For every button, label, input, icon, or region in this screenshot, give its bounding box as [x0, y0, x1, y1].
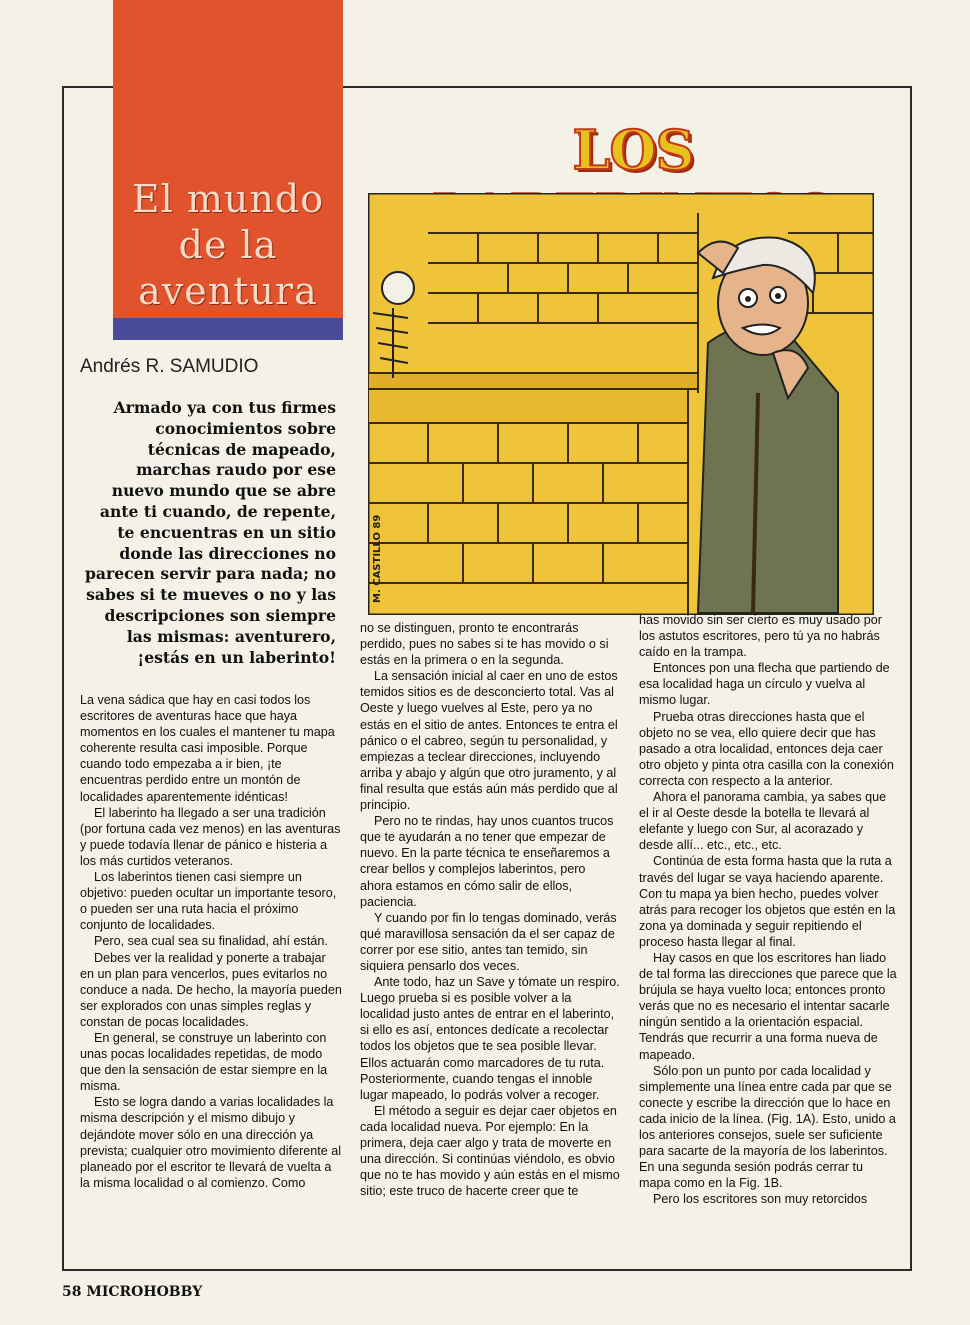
section-title: El mundo de la aventura	[131, 177, 325, 313]
page-footer: 58 MICROHOBBY	[62, 1284, 203, 1300]
paragraph: La sensación inicial al caer en uno de estos temidos sitios es de desconcierto total. Vas al Oeste y luego vuelves al Este, pero ya no estás en el sitio de antes. Entonces te entra el pánico o el cabreo, según tu personalidad, y empiezas a teclear direcciones, incluyendo arriba y abajo y algún que otro juramento, y al final resulta que estás aún más perdido que al principio.	[360, 669, 618, 813]
maze-illustration	[368, 193, 874, 615]
paragraph: Debes ver la realidad y ponerte a trabajar en un plan para vencerlos, pues evitarlos no conduce a nada. De hecho, la mayoría pueden ser explorados con unas simples reglas y constan de pocas localidades.	[80, 950, 342, 1029]
author-byline: Andrés R. SAMUDIO	[80, 356, 259, 377]
paragraph: El método a seguir es dejar caer objetos en cada localidad nueva. Por ejemplo: En la primera, deja caer algo y trata de moverte en una dirección. Si continúas viéndolo, es obvio que no te has movido y aún estás en el mismo sitio; este truco de hacerte creer que te	[360, 1103, 620, 1199]
paragraph: Hay casos en que los escritores han liado de tal forma las direcciones que parece que la brújula se haya vuelto loca; entonces pronto verás que no es necesario el intentar sacarle ningún sentido a la orientación espacial. Tendrás que recurrir a una forma nueva de mapeado.	[639, 950, 897, 1062]
paragraph: El laberinto ha llegado a ser una tradición (por fortuna cada vez menos) en las aventuras y puede todavía llenar de pánico e histeria a los más curtidos veteranos.	[80, 805, 341, 868]
paragraph: En general, se construye un laberinto con unas pocas localidades repetidas, de modo que den la sensación de estar siempre en la misma.	[80, 1030, 328, 1094]
paragraph: Continúa de esta forma hasta que la ruta a través del lugar se vaya haciendo aparente. Con tu mapa ya bien hecho, puedes volver atrás para recoger los objetos que estén en la zona ya dominada y seguir repitiendo el proceso hasta llegar al final.	[639, 854, 896, 949]
paragraph: La vena sádica que hay en casi todos los escritores de aventuras hace que haya momentos en los cuales el mantener tu mapa coherente resulta casi imposible. Porque cuando todo empezaba a ir bien, ¡te encuentras perdido entre un montón de localidades aparentemente idénticas!	[80, 693, 335, 804]
section-banner	[113, 0, 343, 318]
paragraph: Pero los escritores son muy retorcidos	[653, 1192, 868, 1207]
text-column-3	[639, 612, 897, 1207]
section-banner-bar	[113, 318, 343, 340]
illustration-signature: M. CASTILLO 89	[372, 514, 383, 603]
paragraph: Ahora el panorama cambia, ya sabes que el ir al Oeste desde la botella te llevará al elefante y luego con Sur, al acorazado y desde allí... etc., etc., etc.	[639, 790, 887, 853]
paragraph: Esto se logra dando a varias localidades la misma descripción y el mismo dibujo y dejándote mover sólo en una dirección ya prevista; cualquier otro movimiento diferente al planeado por el escritor te llevará de vuelta a la misma localidad o al comienzo. Como	[80, 1095, 342, 1190]
article-title: LOS	[572, 118, 694, 182]
paragraph: Sólo pon un punto por cada localidad y simplemente una línea entre cada par que se conecte y escribe la dirección que lo hace en cada inicio de la línea. (Fig. 1A). Esto, unido a los anteriores consejos, suele ser suficiente para sacarte de la mayoría de los laberintos. En una segunda sesión podrás cerrar tu mapa como en la Fig. 1B.	[639, 1063, 896, 1191]
paragraph: Entonces pon una flecha que partiendo de esa localidad haga un círculo y vuelva al mismo lugar.	[639, 661, 890, 708]
paragraph: Los laberintos tienen casi siempre un objetivo: pueden ocultar un importante tesoro, o pueden ser una ruta hacia el próximo conjunto de localidades.	[80, 870, 337, 933]
paragraph: Pero, sea cual sea su finalidad, ahí están.	[94, 934, 328, 949]
paragraph: Pero no te rindas, hay unos cuantos trucos que te ayudarán a no tener que empezar de nuevo. En la parte técnica te enseñaremos a crear bellos y complejos laberintos, pero ahora estamos en cómo salir de ellos, paciencia.	[360, 814, 614, 909]
lead-paragraph: Armado ya con tus firmes conocimientos sobre técnicas de mapeado, marchas raudo por ese nuevo mundo que se abre ante ti cuando, de repente, te encuentras en un sitio donde las direcciones no parecen servir para nada; no sabes si te mueves o no y las descripciones son siempre las mismas: aventurero, ¡estás en un laberinto!	[85, 398, 336, 667]
paragraph: Ante todo, haz un Save y tómate un respiro. Luego prueba si es posible volver a la localidad justo antes de entrar en el laberinto, si ello es así, entonces dedícate a recolectar todos los objetos que te sea posible llevar. Ellos actuarán como marcadores de tu ruta. Posteriormente, cuando tengas el innoble lugar mapeado, lo podrás volver a recoger.	[360, 975, 620, 1102]
paragraph: Prueba otras direcciones hasta que el objeto no se vea, ello quiere decir que has pasado a otra localidad, entonces deja caer otro objeto y pinta otra casilla con la conexión correcta con respecto a la anterior.	[639, 709, 894, 788]
text-column-2	[360, 620, 620, 1199]
text-column-1	[80, 692, 342, 1191]
paragraph: Y cuando por fin lo tengas dominado, verás qué maravillosa sensación da el ser capaz de correr por ese sitio, antes tan temido, sin siquiera pensarlo dos veces.	[360, 910, 617, 973]
paragraph: no se distinguen, pronto te encontrarás perdido, pues no sabes si te has movido o si estás en la primera o en la segunda.	[360, 621, 609, 668]
paragraph: has movido sin ser cierto es muy usado por los astutos escritores, pero tú ya no habrás caído en la trampa.	[639, 613, 882, 660]
